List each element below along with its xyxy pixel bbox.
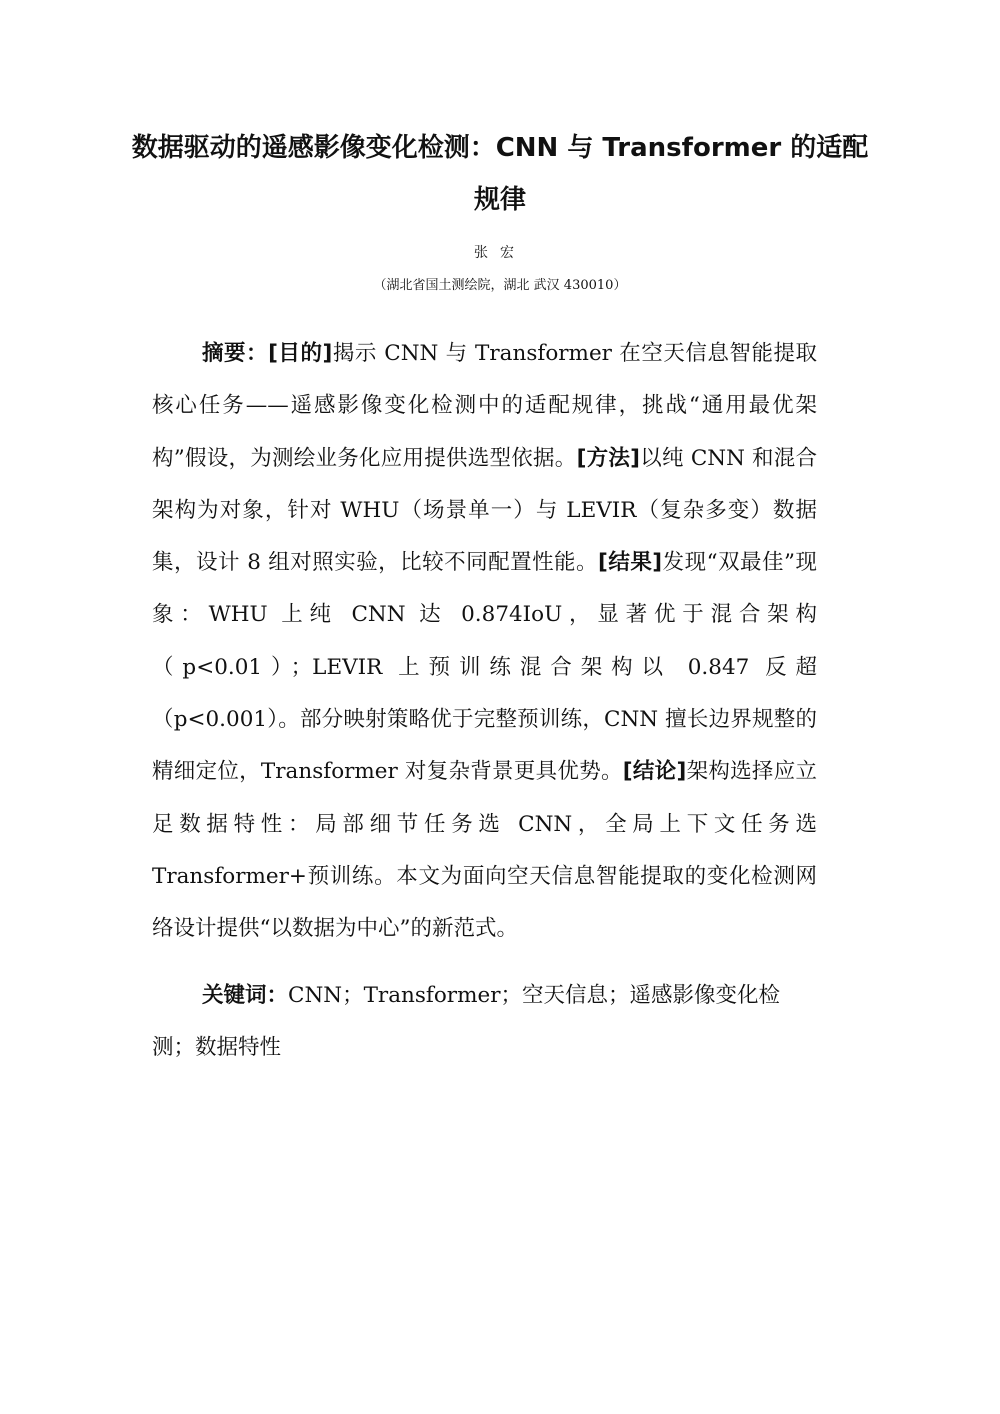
- conclusion-label: [结论]: [622, 759, 687, 785]
- method-text: 以纯 CNN 和混合架构为对象，针对 WHU（场景单一）与 LEVIR（复杂多变）数据集，设计 8 组对照实验，比较不同配置性能。: [152, 445, 818, 576]
- paper-title: 数据驱动的遥感影像变化检测：CNN 与 Transformer 的适配规律: [131, 133, 869, 215]
- abstract-label: 摘要：: [202, 341, 269, 366]
- method-label: [方法]: [576, 445, 640, 471]
- purpose-text: 揭示 CNN 与 Transformer 在空天信息智能提取核心任务——遥感影像变化检测中的适配规律，挑战“通用最优架构”假设，为测绘业务化应用提供选型依据。: [152, 341, 817, 471]
- author-name: 张宏: [474, 245, 526, 261]
- author-affiliation: （湖北省国土测绘院，湖北 武汉 430010）: [373, 278, 627, 293]
- conclusion-text: 架构选择应立足数据特性：局部细节任务选 CNN，全局上下文任务选 Transformer+预训练。本文为面向空天信息智能提取的变化检测网络设计提供“以数据为中心”的新范式。: [152, 759, 817, 942]
- keywords-paragraph: [152, 970, 817, 1075]
- result-text: 发现“双最佳”现象：WHU 上纯 CNN 达 0.874IoU，显著优于混合架构（p<0.01）；LEVIR 上预训练混合架构以 0.847 反超（p<0.001）。部分映射策略优于完整预训练，CNN 擅长边界规整的精细定位，Transformer 对复杂背景更具优势。: [152, 550, 817, 785]
- keywords-label: 关键词：: [202, 983, 289, 1008]
- result-label: [结果]: [598, 550, 663, 576]
- abstract-paragraph: [152, 328, 817, 956]
- purpose-label: [目的]: [268, 341, 333, 366]
- keywords-text: CNN；Transformer；空天信息；遥感影像变化检测；数据特性: [152, 983, 780, 1061]
